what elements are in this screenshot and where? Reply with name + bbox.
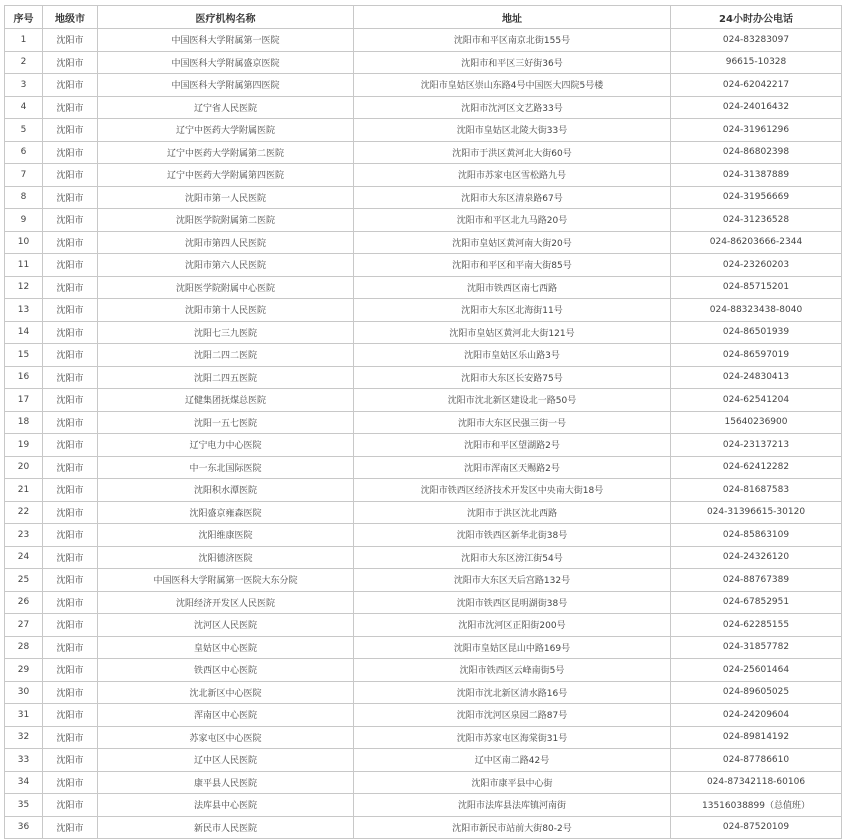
cell-index: 13 <box>5 299 43 322</box>
cell-institution: 沈河区人民医院 <box>98 614 354 637</box>
table-row <box>5 411 842 434</box>
cell-institution: 辽健集团抚煤总医院 <box>98 389 354 412</box>
cell-phone: 024-23260203 <box>671 254 842 277</box>
cell-city: 沈阳市 <box>43 524 98 547</box>
cell-phone: 024-62285155 <box>671 614 842 637</box>
table-row <box>5 254 842 277</box>
cell-address: 沈阳市和平区三好街36号 <box>354 51 671 74</box>
cell-address: 沈阳市法库县法库镇河南街 <box>354 794 671 817</box>
table-row <box>5 681 842 704</box>
cell-address: 沈阳市大东区天后宫路132号 <box>354 569 671 592</box>
table-row <box>5 231 842 254</box>
cell-index: 25 <box>5 569 43 592</box>
cell-city: 沈阳市 <box>43 141 98 164</box>
cell-address: 沈阳市铁西区云峰南街5号 <box>354 659 671 682</box>
cell-institution: 辽中区人民医院 <box>98 749 354 772</box>
cell-institution: 皇姑区中心医院 <box>98 636 354 659</box>
cell-institution: 沈阳二四五医院 <box>98 366 354 389</box>
cell-index: 14 <box>5 321 43 344</box>
table-row <box>5 524 842 547</box>
cell-institution: 铁西区中心医院 <box>98 659 354 682</box>
cell-city: 沈阳市 <box>43 276 98 299</box>
cell-phone: 024-87786610 <box>671 749 842 772</box>
cell-index: 12 <box>5 276 43 299</box>
cell-city: 沈阳市 <box>43 726 98 749</box>
header-address: 地址 <box>354 6 671 29</box>
cell-phone: 024-87342118-60106 <box>671 771 842 794</box>
cell-phone: 024-85863109 <box>671 524 842 547</box>
cell-institution: 沈阳市第一人民医院 <box>98 186 354 209</box>
cell-address: 沈阳市大东区长安路75号 <box>354 366 671 389</box>
table-row <box>5 569 842 592</box>
cell-index: 24 <box>5 546 43 569</box>
cell-phone: 024-24326120 <box>671 546 842 569</box>
cell-city: 沈阳市 <box>43 456 98 479</box>
table-header-row <box>5 6 842 29</box>
table-row <box>5 456 842 479</box>
cell-index: 9 <box>5 209 43 232</box>
cell-phone: 024-31396615-30120 <box>671 501 842 524</box>
cell-phone: 024-24209604 <box>671 704 842 727</box>
table-row <box>5 29 842 52</box>
cell-index: 21 <box>5 479 43 502</box>
cell-institution: 浑南区中心医院 <box>98 704 354 727</box>
cell-city: 沈阳市 <box>43 231 98 254</box>
cell-address: 沈阳市沈北新区建设北一路50号 <box>354 389 671 412</box>
cell-index: 4 <box>5 96 43 119</box>
cell-index: 19 <box>5 434 43 457</box>
cell-city: 沈阳市 <box>43 186 98 209</box>
cell-index: 2 <box>5 51 43 74</box>
cell-institution: 沈阳市第十人民医院 <box>98 299 354 322</box>
cell-index: 28 <box>5 636 43 659</box>
cell-address: 沈阳市铁西区新华北街38号 <box>354 524 671 547</box>
cell-phone: 024-83283097 <box>671 29 842 52</box>
cell-city: 沈阳市 <box>43 74 98 97</box>
cell-index: 15 <box>5 344 43 367</box>
cell-phone: 024-62042217 <box>671 74 842 97</box>
cell-address: 沈阳市沈河区泉园二路87号 <box>354 704 671 727</box>
cell-city: 沈阳市 <box>43 501 98 524</box>
cell-city: 沈阳市 <box>43 794 98 817</box>
cell-phone: 024-31387889 <box>671 164 842 187</box>
cell-address: 沈阳市沈北新区清水路16号 <box>354 681 671 704</box>
cell-phone: 024-62412282 <box>671 456 842 479</box>
cell-phone: 024-86802398 <box>671 141 842 164</box>
cell-city: 沈阳市 <box>43 389 98 412</box>
cell-address: 沈阳市苏家屯区雪松路九号 <box>354 164 671 187</box>
cell-index: 16 <box>5 366 43 389</box>
cell-address: 沈阳市大东区清泉路67号 <box>354 186 671 209</box>
table-row <box>5 614 842 637</box>
cell-city: 沈阳市 <box>43 209 98 232</box>
cell-institution: 沈北新区中心医院 <box>98 681 354 704</box>
cell-phone: 024-23137213 <box>671 434 842 457</box>
cell-phone: 024-88323438-8040 <box>671 299 842 322</box>
hospital-table <box>4 5 842 839</box>
cell-city: 沈阳市 <box>43 659 98 682</box>
cell-phone: 024-31956669 <box>671 186 842 209</box>
cell-address: 沈阳市大东区北海街11号 <box>354 299 671 322</box>
table-row <box>5 74 842 97</box>
cell-index: 35 <box>5 794 43 817</box>
cell-city: 沈阳市 <box>43 681 98 704</box>
cell-institution: 沈阳德济医院 <box>98 546 354 569</box>
cell-institution: 沈阳七三九医院 <box>98 321 354 344</box>
cell-city: 沈阳市 <box>43 366 98 389</box>
cell-city: 沈阳市 <box>43 119 98 142</box>
cell-address: 沈阳市铁西区南七西路 <box>354 276 671 299</box>
cell-institution: 沈阳一五七医院 <box>98 411 354 434</box>
cell-institution: 沈阳医学院附属中心医院 <box>98 276 354 299</box>
cell-address: 沈阳市浑南区天赐路2号 <box>354 456 671 479</box>
cell-institution: 苏家屯区中心医院 <box>98 726 354 749</box>
cell-phone: 024-88767389 <box>671 569 842 592</box>
cell-index: 26 <box>5 591 43 614</box>
table-row <box>5 749 842 772</box>
cell-address: 沈阳市皇姑区乐山路3号 <box>354 344 671 367</box>
cell-index: 3 <box>5 74 43 97</box>
cell-address: 沈阳市大东区民强三街一号 <box>354 411 671 434</box>
cell-index: 30 <box>5 681 43 704</box>
cell-city: 沈阳市 <box>43 749 98 772</box>
cell-index: 34 <box>5 771 43 794</box>
cell-city: 沈阳市 <box>43 546 98 569</box>
cell-city: 沈阳市 <box>43 254 98 277</box>
cell-institution: 辽宁中医药大学附属第二医院 <box>98 141 354 164</box>
cell-index: 20 <box>5 456 43 479</box>
cell-institution: 沈阳积水潭医院 <box>98 479 354 502</box>
cell-city: 沈阳市 <box>43 816 98 839</box>
cell-index: 8 <box>5 186 43 209</box>
cell-institution: 新民市人民医院 <box>98 816 354 839</box>
cell-index: 36 <box>5 816 43 839</box>
header-institution: 医疗机构名称 <box>98 6 354 29</box>
cell-phone: 024-86203666-2344 <box>671 231 842 254</box>
cell-institution: 辽宁电力中心医院 <box>98 434 354 457</box>
cell-city: 沈阳市 <box>43 771 98 794</box>
cell-institution: 中国医科大学附属第一医院 <box>98 29 354 52</box>
cell-institution: 沈阳市第六人民医院 <box>98 254 354 277</box>
header-index: 序号 <box>5 6 43 29</box>
cell-institution: 沈阳维康医院 <box>98 524 354 547</box>
cell-institution: 法库县中心医院 <box>98 794 354 817</box>
cell-city: 沈阳市 <box>43 704 98 727</box>
cell-phone: 024-25601464 <box>671 659 842 682</box>
cell-city: 沈阳市 <box>43 299 98 322</box>
cell-address: 沈阳市康平县中心街 <box>354 771 671 794</box>
cell-index: 29 <box>5 659 43 682</box>
table-row <box>5 479 842 502</box>
cell-phone: 024-89814192 <box>671 726 842 749</box>
table-row <box>5 96 842 119</box>
cell-index: 22 <box>5 501 43 524</box>
cell-address: 沈阳市沈河区正阳街200号 <box>354 614 671 637</box>
cell-institution: 中国医科大学附属盛京医院 <box>98 51 354 74</box>
cell-index: 10 <box>5 231 43 254</box>
table-row <box>5 389 842 412</box>
table-row <box>5 119 842 142</box>
cell-phone: 024-67852951 <box>671 591 842 614</box>
table-row <box>5 209 842 232</box>
cell-phone: 024-31236528 <box>671 209 842 232</box>
cell-address: 辽中区南二路42号 <box>354 749 671 772</box>
cell-address: 沈阳市皇姑区崇山东路4号中国医大四院5号楼 <box>354 74 671 97</box>
cell-institution: 辽宁中医药大学附属医院 <box>98 119 354 142</box>
cell-phone: 024-87520109 <box>671 816 842 839</box>
table-row <box>5 434 842 457</box>
table-row <box>5 299 842 322</box>
table-row <box>5 186 842 209</box>
cell-index: 31 <box>5 704 43 727</box>
cell-address: 沈阳市皇姑区昆山中路169号 <box>354 636 671 659</box>
table-body <box>5 29 842 839</box>
header-city: 地级市 <box>43 6 98 29</box>
cell-phone: 024-62541204 <box>671 389 842 412</box>
cell-index: 23 <box>5 524 43 547</box>
cell-institution: 沈阳盛京雍森医院 <box>98 501 354 524</box>
cell-index: 11 <box>5 254 43 277</box>
cell-institution: 辽宁省人民医院 <box>98 96 354 119</box>
cell-phone: 024-86597019 <box>671 344 842 367</box>
cell-institution: 中国医科大学附属第一医院大东分院 <box>98 569 354 592</box>
cell-city: 沈阳市 <box>43 164 98 187</box>
cell-institution: 辽宁中医药大学附属第四医院 <box>98 164 354 187</box>
cell-index: 6 <box>5 141 43 164</box>
cell-phone: 96615-10328 <box>671 51 842 74</box>
cell-index: 18 <box>5 411 43 434</box>
cell-phone: 024-24016432 <box>671 96 842 119</box>
cell-phone: 024-24830413 <box>671 366 842 389</box>
cell-institution: 沈阳经济开发区人民医院 <box>98 591 354 614</box>
cell-city: 沈阳市 <box>43 321 98 344</box>
cell-city: 沈阳市 <box>43 479 98 502</box>
cell-phone: 13516038899（总值班） <box>671 794 842 817</box>
table-row <box>5 659 842 682</box>
header-phone: 24小时办公电话 <box>671 6 842 29</box>
cell-index: 27 <box>5 614 43 637</box>
table-row <box>5 344 842 367</box>
cell-address: 沈阳市于洪区黄河北大街60号 <box>354 141 671 164</box>
table-row <box>5 771 842 794</box>
table-row <box>5 636 842 659</box>
table-row <box>5 726 842 749</box>
cell-address: 沈阳市皇姑区北陵大街33号 <box>354 119 671 142</box>
cell-city: 沈阳市 <box>43 636 98 659</box>
cell-institution: 沈阳医学院附属第二医院 <box>98 209 354 232</box>
cell-institution: 中国医科大学附属第四医院 <box>98 74 354 97</box>
table-row <box>5 366 842 389</box>
cell-city: 沈阳市 <box>43 614 98 637</box>
cell-institution: 沈阳市第四人民医院 <box>98 231 354 254</box>
cell-index: 33 <box>5 749 43 772</box>
table-row <box>5 51 842 74</box>
cell-phone: 024-31961296 <box>671 119 842 142</box>
cell-index: 17 <box>5 389 43 412</box>
table-row <box>5 501 842 524</box>
cell-city: 沈阳市 <box>43 591 98 614</box>
cell-address: 沈阳市和平区南京北街155号 <box>354 29 671 52</box>
cell-address: 沈阳市和平区和平南大街85号 <box>354 254 671 277</box>
cell-address: 沈阳市和平区北九马路20号 <box>354 209 671 232</box>
table-row <box>5 816 842 839</box>
cell-index: 5 <box>5 119 43 142</box>
cell-city: 沈阳市 <box>43 51 98 74</box>
cell-phone: 024-89605025 <box>671 681 842 704</box>
cell-city: 沈阳市 <box>43 411 98 434</box>
cell-address: 沈阳市铁西区经济技术开发区中央南大街18号 <box>354 479 671 502</box>
cell-phone: 024-81687583 <box>671 479 842 502</box>
cell-institution: 中一东北国际医院 <box>98 456 354 479</box>
table-row <box>5 591 842 614</box>
cell-address: 沈阳市新民市站前大街80-2号 <box>354 816 671 839</box>
cell-address: 沈阳市铁西区昆明湖街38号 <box>354 591 671 614</box>
cell-address: 沈阳市沈河区文艺路33号 <box>354 96 671 119</box>
cell-city: 沈阳市 <box>43 434 98 457</box>
table-row <box>5 321 842 344</box>
cell-address: 沈阳市皇姑区黄河南大街20号 <box>354 231 671 254</box>
cell-index: 1 <box>5 29 43 52</box>
table-row <box>5 794 842 817</box>
cell-index: 32 <box>5 726 43 749</box>
cell-address: 沈阳市和平区望湖路2号 <box>354 434 671 457</box>
cell-address: 沈阳市于洪区沈北西路 <box>354 501 671 524</box>
cell-phone: 024-31857782 <box>671 636 842 659</box>
cell-city: 沈阳市 <box>43 569 98 592</box>
cell-city: 沈阳市 <box>43 29 98 52</box>
table-row <box>5 164 842 187</box>
cell-institution: 康平县人民医院 <box>98 771 354 794</box>
table-row <box>5 546 842 569</box>
cell-city: 沈阳市 <box>43 344 98 367</box>
table-row <box>5 141 842 164</box>
table-row <box>5 276 842 299</box>
cell-address: 沈阳市大东区滂江街54号 <box>354 546 671 569</box>
cell-phone: 024-85715201 <box>671 276 842 299</box>
cell-address: 沈阳市皇姑区黄河北大街121号 <box>354 321 671 344</box>
table-row <box>5 704 842 727</box>
cell-institution: 沈阳二四二医院 <box>98 344 354 367</box>
cell-city: 沈阳市 <box>43 96 98 119</box>
cell-index: 7 <box>5 164 43 187</box>
cell-phone: 024-86501939 <box>671 321 842 344</box>
cell-address: 沈阳市苏家屯区海棠街31号 <box>354 726 671 749</box>
cell-phone: 15640236900 <box>671 411 842 434</box>
